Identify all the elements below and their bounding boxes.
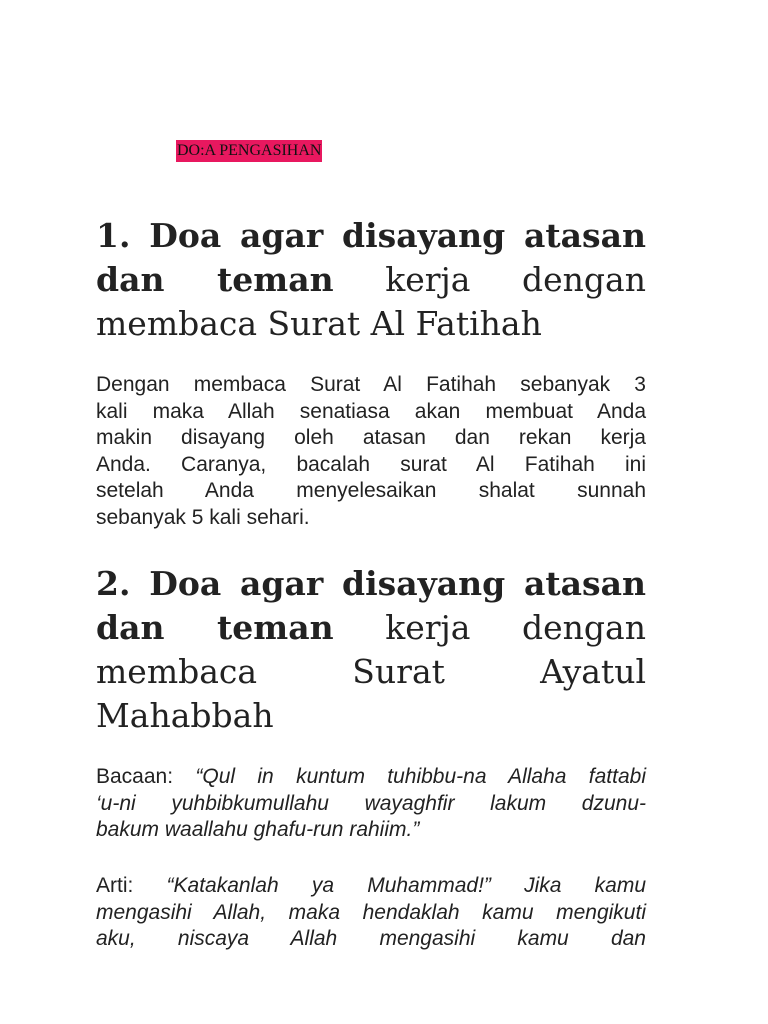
section2-heading-line1: 2. Doa agar disayang atasan bbox=[96, 564, 646, 603]
section2-arti bbox=[96, 873, 646, 953]
arti-line: mengasihi Allah, maka hendaklah kamu mengikuti bbox=[96, 900, 646, 924]
section2-heading-line2: dan teman kerja dengan bbox=[96, 608, 646, 647]
section1-body-line: kali maka Allah senatiasa akan membuat Anda bbox=[96, 399, 646, 423]
section1-body-line: setelah Anda menyelesaikan shalat sunnah bbox=[96, 479, 646, 502]
section1-body-line: Dengan membaca Surat Al Fatihah sebanyak 3 bbox=[96, 373, 646, 396]
section2-heading-line4: Mahabbah bbox=[96, 696, 274, 735]
section1-body-line: makin disayang oleh atasan dan rekan kerja bbox=[96, 426, 646, 449]
arti-line bbox=[96, 873, 646, 900]
section1-heading-line2: dan teman kerja dengan bbox=[96, 260, 646, 299]
section1-body-line: Anda. Caranya, bacalah surat Al Fatihah ini bbox=[96, 452, 646, 476]
document-title: DO:A PENGASIHAN bbox=[176, 140, 322, 162]
arti-text: “Katakanlah ya Muhammad!” Jika kamu bbox=[166, 874, 647, 897]
arti-label: Arti: bbox=[96, 874, 167, 897]
arti-line: aku, niscaya Allah mengasihi kamu dan bbox=[96, 927, 646, 950]
bacaan-text: “Qul in kuntum tuhibbu-na Allaha fattabi bbox=[195, 765, 646, 788]
bacaan-line: bakum waallahu ghafu-run rahiim.” bbox=[96, 818, 420, 841]
section1-heading-line1: 1. Doa agar disayang atasan bbox=[96, 216, 646, 255]
section1-body-line: sebanyak 5 kali sehari. bbox=[96, 505, 310, 529]
section1-heading-line3: membaca Surat Al Fatihah bbox=[96, 304, 542, 343]
section2-heading-line3: membaca Surat Ayatul bbox=[96, 652, 646, 691]
section2-heading bbox=[96, 562, 646, 738]
section1-body bbox=[96, 372, 646, 531]
section1-heading bbox=[96, 214, 646, 346]
bacaan-line bbox=[96, 764, 646, 791]
bacaan-line: ‘u-ni yuhbibkumullahu wayaghfir lakum dzunu- bbox=[96, 791, 646, 815]
section2-bacaan bbox=[96, 764, 646, 844]
document-title-container bbox=[176, 140, 376, 164]
bacaan-label: Bacaan: bbox=[96, 765, 196, 788]
